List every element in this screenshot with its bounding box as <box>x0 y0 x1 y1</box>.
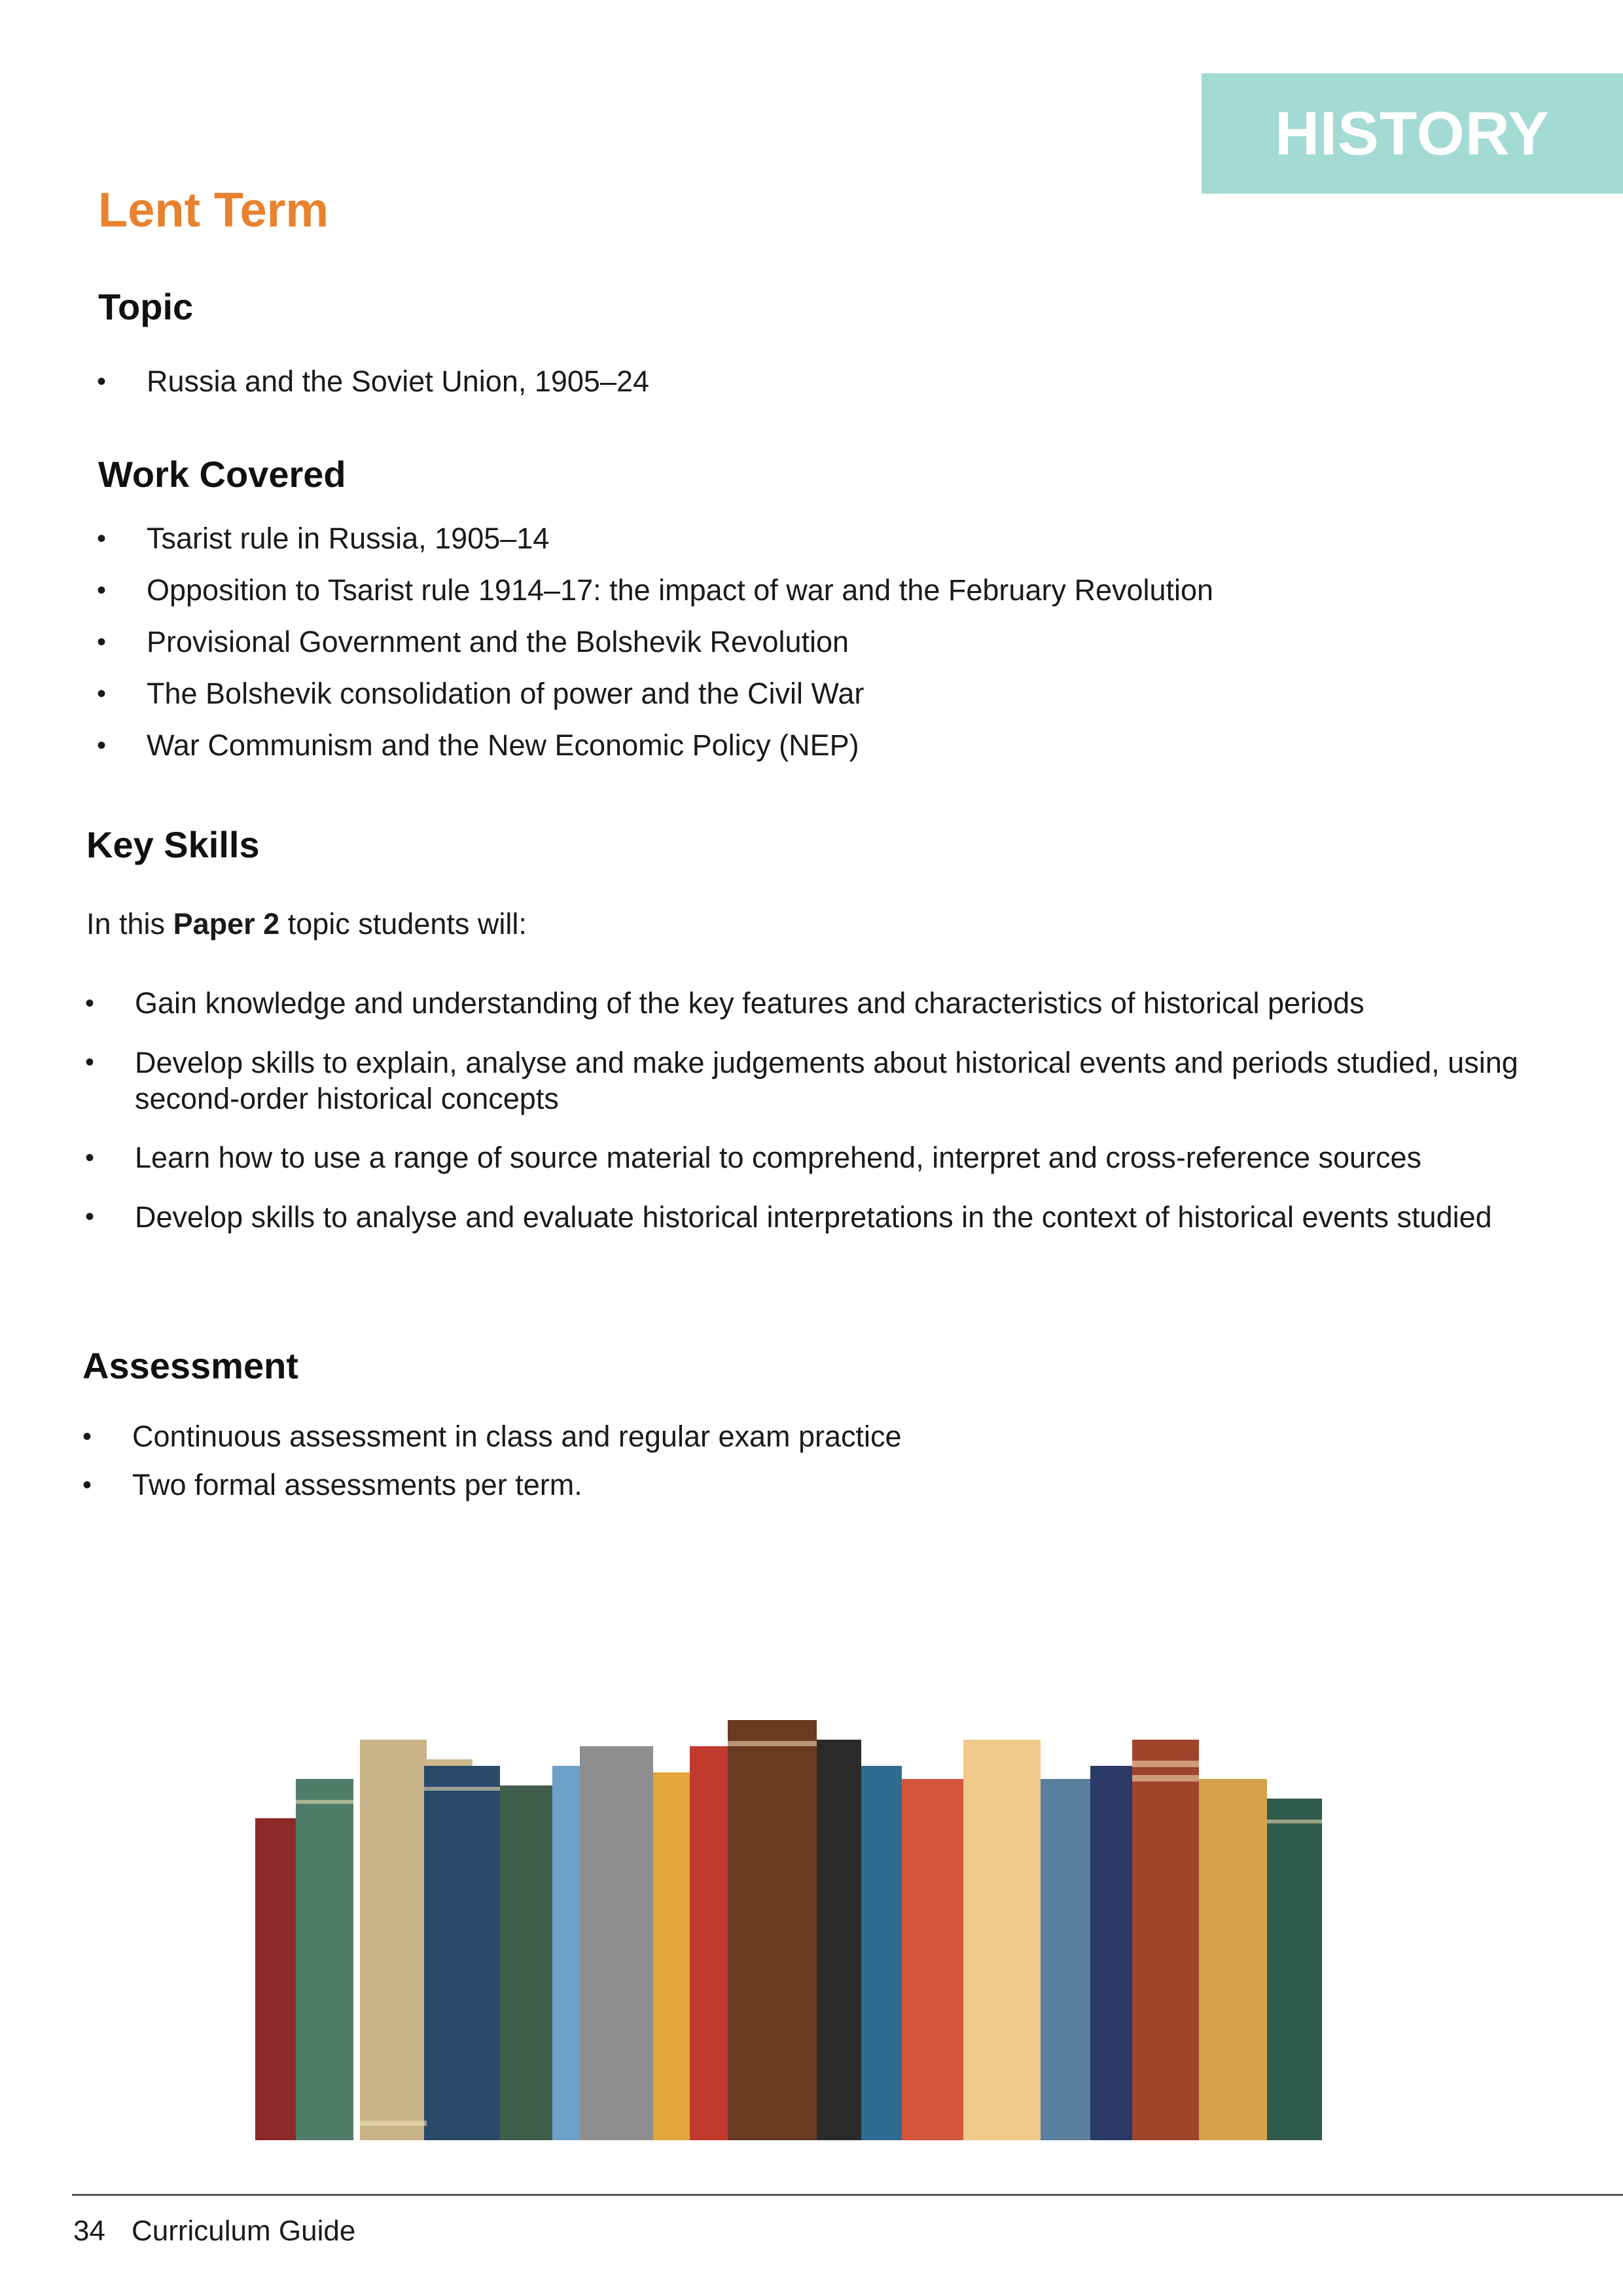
topic-heading: Topic <box>98 286 194 327</box>
assessment-list <box>82 1418 1507 1504</box>
page-number: 34 <box>73 2215 105 2247</box>
intro-bold: Paper 2 <box>173 907 280 941</box>
term-title: Lent Term <box>98 183 329 237</box>
books-illustration <box>236 1702 1322 2153</box>
bullet-icon: • <box>85 1048 95 1077</box>
subject-tab-label: HISTORY <box>1275 99 1550 168</box>
key-skills-list <box>85 984 1575 1235</box>
key-skills-intro: In this Paper 2 topic students will: <box>86 907 527 941</box>
footer-label: Curriculum Guide <box>131 2215 356 2247</box>
book-spines <box>255 1720 1322 2140</box>
topic-list <box>97 363 1521 401</box>
footer-rule <box>72 2194 1623 2196</box>
list-item: • Learn how to use a range of source material to comprehend, interpret and cross-reference sources <box>135 1139 1575 1177</box>
list-item: • Two formal assessments per term. <box>132 1466 1507 1504</box>
list-item: • Tsarist rule in Russia, 1905–14 <box>147 520 1521 558</box>
bullet-icon: • <box>97 524 107 553</box>
assessment-heading: Assessment <box>82 1345 298 1386</box>
bullet-icon: • <box>97 367 107 396</box>
list-item: • Opposition to Tsarist rule 1914–17: the impact of war and the February Revolution <box>147 571 1521 609</box>
list-item: • Gain knowledge and understanding of the key features and characteristics of historical periods <box>135 984 1575 1022</box>
key-skills-heading: Key Skills <box>86 824 260 865</box>
bullet-icon: • <box>97 679 107 708</box>
list-item: • Develop skills to analyse and evaluate historical interpretations in the context of historical events studied <box>85 1200 1492 1234</box>
list-item: • Russia and the Soviet Union, 1905–24 <box>147 363 1521 401</box>
bullet-icon: • <box>82 1422 92 1451</box>
bullet-icon: • <box>85 1143 95 1172</box>
work-covered-heading: Work Covered <box>98 454 346 495</box>
bullet-icon: • <box>85 1202 95 1231</box>
list-item: • Continuous assessment in class and regular exam practice <box>132 1418 1507 1456</box>
subject-tab <box>1202 73 1623 194</box>
bullet-icon: • <box>97 731 107 760</box>
bullet-icon: • <box>82 1471 92 1499</box>
bullet-icon: • <box>85 989 95 1018</box>
bullet-icon: • <box>97 576 107 605</box>
bullet-icon: • <box>97 628 107 656</box>
list-item: • Develop skills to explain, analyse and make judgements about historical events and periods studied, using second-order historical concepts <box>85 1046 1518 1115</box>
list-item: • Provisional Government and the Bolshevik Revolution <box>147 623 1521 661</box>
page-footer <box>73 2215 355 2248</box>
list-item: • War Communism and the New Economic Policy (NEP) <box>147 726 1521 764</box>
work-covered-list <box>97 520 1521 764</box>
list-item: • The Bolshevik consolidation of power and the Civil War <box>147 675 1521 713</box>
